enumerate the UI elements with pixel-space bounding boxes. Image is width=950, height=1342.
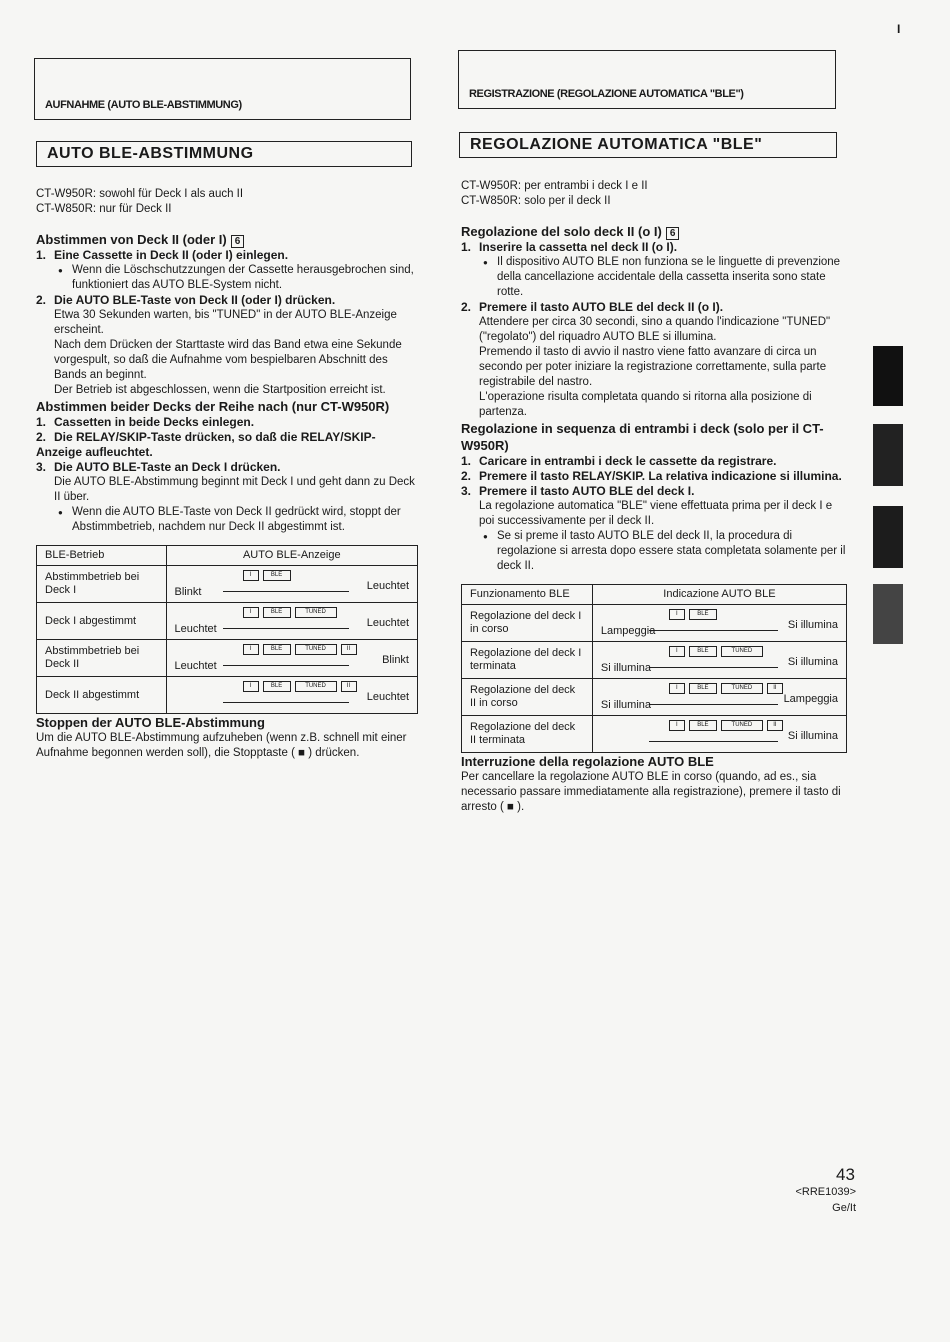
indicator-segment: II xyxy=(341,681,357,692)
indicator-leader-line xyxy=(649,667,778,668)
indicator-segment: BLE xyxy=(263,570,291,581)
it-header-label: REGISTRAZIONE (REGOLAZIONE AUTOMATICA "BLE") xyxy=(469,88,744,100)
table-row-label: Regolazione del deck I terminata xyxy=(462,642,593,679)
bullet-item: ● Wenn die Löschschutzzungen der Cassette herausgebrochen sind, funktioniert das AUTO BLE-System nicht. xyxy=(36,263,418,293)
table-header-cell: BLE-Betrieb xyxy=(37,546,167,566)
section-body: Per cancellare la regolazione AUTO BLE in corso (quando, ad es., sia necessario passare immediatamente alla registrazione), premere il tasto di arresto ( ■ ). xyxy=(461,771,841,813)
indicator-segment: I xyxy=(243,681,259,692)
side-tab-3 xyxy=(873,506,903,568)
indicator-segment: I xyxy=(669,683,685,694)
corner-mark: I xyxy=(897,22,901,36)
indicator-right-state: Leuchtet xyxy=(366,580,409,592)
ble-indicator-diagram xyxy=(601,719,838,749)
section-heading-row xyxy=(461,223,847,240)
table-row xyxy=(462,605,847,642)
language-code: Ge/It xyxy=(832,1202,856,1214)
step-body: Der Betrieb ist abgeschlossen, wenn die Startposition erreicht ist. xyxy=(54,384,386,396)
table-row xyxy=(462,642,847,679)
table-header-row xyxy=(462,585,847,605)
de-title: AUTO BLE-ABSTIMMUNG xyxy=(47,145,254,162)
step-item xyxy=(36,430,418,460)
ble-status-table xyxy=(461,584,847,753)
ble-status-table xyxy=(36,545,418,714)
indicator-right-state: Si illumina xyxy=(787,730,838,742)
step-text: Premere il tasto RELAY/SKIP. La relativa indicazione si illumina. xyxy=(479,469,842,483)
indicator-segment: II xyxy=(341,644,357,655)
indicator-right-state: Leuchtet xyxy=(366,691,409,703)
side-tab-4 xyxy=(873,584,903,644)
de-header-label: AUFNAHME (AUTO BLE-ABSTIMMUNG) xyxy=(45,99,242,111)
model-line: CT-W950R: per entrambi i deck I e II xyxy=(461,180,648,192)
indicator-left-state: Leuchtet xyxy=(174,660,217,672)
de-title-box xyxy=(36,141,412,167)
step-number: 3. xyxy=(461,484,472,498)
table-indicator-cell xyxy=(166,677,417,714)
step-item xyxy=(36,415,418,430)
indicator-leader-line xyxy=(223,665,349,666)
ble-indicator-diagram xyxy=(175,643,409,673)
step-body: Die AUTO BLE-Abstimmung beginnt mit Deck I und geht dann zu Deck II über. xyxy=(54,476,415,503)
step-number: 2. xyxy=(36,293,47,307)
step-item xyxy=(461,300,847,315)
figure-reference: 6 xyxy=(666,227,680,240)
section-heading: Stoppen der AUTO BLE-Abstimmung xyxy=(36,715,265,730)
indicator-segment: I xyxy=(243,570,259,581)
indicator-segment: TUNED xyxy=(721,683,763,694)
step-item xyxy=(461,469,847,484)
indicator-segment: II xyxy=(767,683,783,694)
table-header-cell: Indicazione AUTO BLE xyxy=(592,585,846,605)
step-number: 1. xyxy=(461,454,472,468)
table-row-label: Deck I abgestimmt xyxy=(37,603,167,640)
indicator-left-state: Lampeggia xyxy=(600,625,656,637)
table-indicator-cell xyxy=(592,679,846,716)
ble-indicator-diagram xyxy=(175,569,409,599)
table-row xyxy=(37,640,418,677)
it-title: REGOLAZIONE AUTOMATICA "BLE" xyxy=(470,136,763,153)
step-text: Premere il tasto AUTO BLE del deck II (o I). xyxy=(479,300,724,314)
section-heading: Interruzione della regolazione AUTO BLE xyxy=(461,754,714,769)
indicator-left-state: Blinkt xyxy=(174,586,202,598)
ble-indicator-diagram xyxy=(601,608,838,638)
model-line: CT-W950R: sowohl für Deck I als auch II xyxy=(36,188,244,200)
table-row xyxy=(462,679,847,716)
indicator-leader-line xyxy=(223,628,349,629)
section-heading: Abstimmen beider Decks der Reihe nach (nur CT-W950R) xyxy=(36,399,390,414)
model-line: CT-W850R: nur für Deck II xyxy=(36,203,172,215)
table-row-label: Regolazione del deck II terminata xyxy=(462,716,593,753)
table-indicator-cell xyxy=(166,603,417,640)
table-row-label: Regolazione del deck I in corso xyxy=(462,605,593,642)
model-line: CT-W850R: solo per il deck II xyxy=(461,195,611,207)
indicator-leader-line xyxy=(649,704,778,705)
indicator-segment: I xyxy=(243,607,259,618)
step-text: Caricare in entrambi i deck le cassette da registrare. xyxy=(479,454,777,468)
indicator-right-state: Lampeggia xyxy=(783,693,838,705)
indicator-segment: TUNED xyxy=(295,607,337,618)
table-indicator-cell xyxy=(592,642,846,679)
side-tab-1 xyxy=(873,346,903,406)
section-heading-text: Abstimmen von Deck II (oder I) xyxy=(36,232,227,247)
step-item xyxy=(36,293,418,308)
doc-code: <RRE1039> xyxy=(795,1186,856,1198)
table-row-label: Abstimmbetrieb bei Deck I xyxy=(37,566,167,603)
ble-indicator-diagram xyxy=(175,606,409,636)
table-row-label: Deck II abgestimmt xyxy=(37,677,167,714)
table-indicator-cell xyxy=(166,566,417,603)
step-text: Die AUTO BLE-Taste an Deck I drücken. xyxy=(54,460,281,474)
step-item xyxy=(461,454,847,469)
table-row xyxy=(462,716,847,753)
indicator-segment: TUNED xyxy=(721,720,763,731)
step-text: Eine Cassette in Deck II (oder I) einlegen. xyxy=(54,248,289,262)
step-text: Die AUTO BLE-Taste von Deck II (oder I) drücken. xyxy=(54,293,336,307)
indicator-left-state: Si illumina xyxy=(600,699,652,711)
indicator-segment: I xyxy=(669,609,685,620)
table-row xyxy=(37,566,418,603)
indicator-leader-line xyxy=(223,591,349,592)
indicator-segment: TUNED xyxy=(295,681,337,692)
step-body: Premendo il tasto di avvio il nastro viene fatto avanzare di circa un secondo per poter iniziare la registrazione correttamente, sulla parte registrabile del nastro. xyxy=(479,346,827,388)
bullet-item: ● Wenn die AUTO BLE-Taste von Deck II gedrückt wird, stoppt der Abstimmbetrieb, nachdem nur Deck II abgestimmt ist. xyxy=(36,505,418,535)
step-body: L'operazione risulta completata quando si ritorna alla posizione di partenza. xyxy=(479,391,812,418)
indicator-segment: BLE xyxy=(689,609,717,620)
step-number: 1. xyxy=(36,415,47,429)
step-item xyxy=(36,460,418,475)
indicator-segment: BLE xyxy=(263,644,291,655)
table-header-cell: AUTO BLE-Anzeige xyxy=(166,546,417,566)
table-indicator-cell xyxy=(592,605,846,642)
section-heading-row xyxy=(36,231,418,248)
indicator-segment: I xyxy=(669,646,685,657)
indicator-segment: TUNED xyxy=(295,644,337,655)
table-row xyxy=(37,603,418,640)
indicator-segment: BLE xyxy=(689,646,717,657)
step-item xyxy=(36,248,418,263)
indicator-segment: BLE xyxy=(689,720,717,731)
de-header-box xyxy=(34,58,411,120)
indicator-segment: BLE xyxy=(689,683,717,694)
step-body: Nach dem Drücken der Starttaste wird das Band etwa eine Sekunde vorgespult, so daß die Aufnahme vom bespielbaren Abschnitt des Bands an beginnt. xyxy=(54,339,402,381)
step-number: 1. xyxy=(36,248,47,262)
indicator-segment: BLE xyxy=(263,607,291,618)
indicator-segment: II xyxy=(767,720,783,731)
indicator-segment: I xyxy=(669,720,685,731)
it-title-box xyxy=(459,132,837,158)
ble-indicator-diagram xyxy=(601,682,838,712)
indicator-right-state: Si illumina xyxy=(787,656,838,668)
ble-indicator-diagram xyxy=(175,680,409,710)
step-number: 1. xyxy=(461,240,472,254)
indicator-leader-line xyxy=(649,741,778,742)
table-row-label: Abstimmbetrieb bei Deck II xyxy=(37,640,167,677)
step-text: Inserire la cassetta nel deck II (o I). xyxy=(479,240,678,254)
bullet-item: ● Il dispositivo AUTO BLE non funziona se le linguette di prevenzione della cancellazione accidentale della cassetta inserita sono state rotte. xyxy=(461,255,847,300)
side-tab-2 xyxy=(873,424,903,486)
it-header-box xyxy=(458,50,836,109)
step-body: Etwa 30 Sekunden warten, bis "TUNED" in der AUTO BLE-Anzeige erscheint. xyxy=(54,309,397,336)
de-column xyxy=(36,187,418,761)
indicator-leader-line xyxy=(223,702,349,703)
step-body: La regolazione automatica "BLE" viene effettuata prima per il deck I e poi successivamente per il deck II. xyxy=(479,500,833,527)
table-row xyxy=(37,677,418,714)
section-body: Um die AUTO BLE-Abstimmung aufzuheben (wenn z.B. schnell mit einer Aufnahme begonnen werden soll), die Stopptaste ( ■ ) drücken. xyxy=(36,732,407,759)
indicator-leader-line xyxy=(649,630,778,631)
section-heading: Regolazione in sequenza di entrambi i deck (solo per il CT-W950R) xyxy=(461,421,824,453)
table-indicator-cell xyxy=(166,640,417,677)
indicator-segment: I xyxy=(243,644,259,655)
step-number: 3. xyxy=(36,460,47,474)
step-number: 2. xyxy=(461,469,472,483)
step-text: Premere il tasto AUTO BLE del deck I. xyxy=(479,484,695,498)
step-body: Attendere per circa 30 secondi, sino a quando l'indicazione "TUNED" ("regolato") del riquadro AUTO BLE si illumina. xyxy=(479,316,831,343)
table-header-cell: Funzionamento BLE xyxy=(462,585,593,605)
indicator-left-state: Leuchtet xyxy=(174,623,217,635)
step-item xyxy=(461,240,847,255)
indicator-right-state: Si illumina xyxy=(787,619,838,631)
step-text: Cassetten in beide Decks einlegen. xyxy=(54,415,255,429)
page-number: 43 xyxy=(836,1165,855,1184)
indicator-right-state: Leuchtet xyxy=(366,617,409,629)
indicator-left-state: Si illumina xyxy=(600,662,652,674)
indicator-right-state: Blinkt xyxy=(382,654,409,666)
step-number: 2. xyxy=(36,430,47,444)
section-heading-text: Regolazione del solo deck II (o I) xyxy=(461,224,662,239)
step-text: Die RELAY/SKIP-Taste drücken, so daß die RELAY/SKIP-Anzeige aufleuchtet. xyxy=(36,430,376,459)
table-header-row xyxy=(37,546,418,566)
indicator-segment: BLE xyxy=(263,681,291,692)
table-indicator-cell xyxy=(592,716,846,753)
step-number: 2. xyxy=(461,300,472,314)
ble-indicator-diagram xyxy=(601,645,838,675)
table-row-label: Regolazione del deck II in corso xyxy=(462,679,593,716)
figure-reference: 6 xyxy=(231,235,245,248)
it-column xyxy=(461,179,847,815)
indicator-segment: TUNED xyxy=(721,646,763,657)
step-item xyxy=(461,484,847,499)
bullet-item: ● Se si preme il tasto AUTO BLE del deck II, la procedura di regolazione si arresta dopo essere stata completata solamente per il deck II. xyxy=(461,529,847,574)
